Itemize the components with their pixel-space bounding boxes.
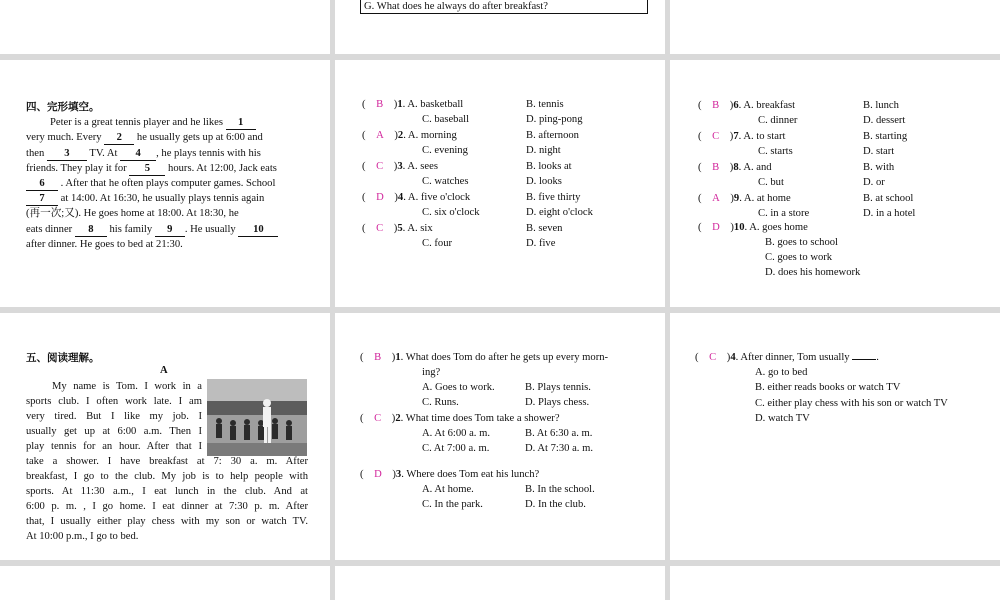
reading-question-3: ( D )3. Where does Tom eat his lunch? (360, 469, 540, 480)
question-number: 1 (395, 352, 401, 363)
answer-mark: C (374, 413, 382, 424)
blank-6: 6 (26, 178, 58, 191)
question-number: 2 (397, 130, 404, 141)
option-d: D. or (863, 177, 885, 189)
question-row-cloze_q_left-1: ( A )2. A. morning (362, 130, 457, 141)
blank-9: 9 (155, 224, 185, 237)
panel-top-mid (335, 0, 665, 54)
question-number: 8 (733, 162, 739, 173)
answer-mark: A (376, 130, 384, 141)
option-b: B. five thirty (526, 192, 581, 203)
question-number: 5 (397, 223, 403, 234)
option-a: A. to start (743, 131, 786, 142)
panel-top-left (0, 0, 330, 54)
answer-mark: B (376, 99, 384, 110)
option-c: C. dinner (758, 115, 798, 127)
panel-cloze-passage (0, 60, 330, 307)
question-row-cloze_q_right-1: ( C )7. A. to start (698, 131, 786, 142)
option-b: B. at school (863, 193, 914, 204)
option-b: B. Plays tennis. (525, 382, 591, 393)
option-b: B. starting (863, 131, 908, 142)
option-b: B. seven (526, 223, 563, 234)
panel-bottom-left (0, 566, 330, 600)
option-c: C. In the park. (422, 499, 483, 510)
passage-line: that, I usually either play chess with my son or watch TV. (26, 516, 308, 527)
option-c: C. six o'clock (422, 207, 480, 219)
option-c: C. in a store (758, 208, 810, 220)
option-a: A. At 6:00 a. m. (422, 428, 490, 439)
question-stem: Where does Tom eat his lunch? (406, 469, 540, 480)
reading-question-1: ( B )1. What does Tom do after he gets up every morn- (360, 352, 609, 363)
option-d: D. five (526, 238, 556, 250)
passage-line: usually get up at 6:00 a.m. Then I (26, 426, 202, 437)
question-number: 4 (397, 192, 404, 203)
panel-cloze-q6-10: ( B )6. A. breakfast B. lunch C. dinner D. dessert ( C )7. A. to start B. starting C. starts D. start ( B )8. A. and B. with C. but D. or ( A )9. A. at home B. at school C. in a store D. in a hotel ( D )10. A. goes home B. goes to school C. goes to work D. does his homework (670, 60, 1000, 307)
answer-mark: C (376, 161, 384, 172)
option-a: A. basketball (407, 99, 464, 110)
question-row-cloze_q_left-2: ( C )3. A. sees (362, 161, 438, 172)
question-number: 1 (397, 99, 403, 110)
answer-mark: B (712, 100, 720, 111)
blank-5: 5 (129, 163, 165, 176)
option-b: B. looks at (526, 161, 572, 172)
panel-top-right (670, 0, 1000, 54)
question-number: 3 (397, 161, 403, 172)
panel-bottom-right (670, 566, 1000, 600)
cloze-title: 四、完形填空。 (26, 101, 100, 113)
blank-3: 3 (47, 148, 87, 161)
panel-reading-q4: ( C )4. After dinner, Tom usually . A. go to bed B. either reads books or watch TV C. either play chess with his son or watch TV D. watch TV (670, 313, 1000, 560)
option-d: D. In the club. (525, 499, 586, 510)
option-c: C. Runs. (422, 397, 459, 408)
option-c: C. starts (758, 146, 793, 158)
option-c: C. At 7:00 a. m. (422, 443, 490, 454)
panel-reading-q1-3 (335, 313, 665, 560)
option-a: A. five o'clock (407, 192, 471, 203)
panel-reading-passage (0, 313, 330, 560)
passage-line: breakfast, I go to the club. My job is to help people with (26, 471, 308, 482)
option-a: A. Goes to work. (422, 382, 495, 393)
passage-line: sports. At 11:30 a.m., I eat lunch in the club. And at (26, 486, 308, 497)
question-row-cloze_q_left-4: ( C )5. A. six (362, 223, 433, 234)
cloze-passage: Peter is a great tennis player and he likes 1 very much. Every 2 he usually gets up at 6:00 and then 3 TV. At 4 , he plays tennis with his friends. They play it for 5 hours. At 12:00, Jack eats 6 . After that he often plays computer games. School 7 at 14:00. At 16:30, he usually plays tennis again (再一次;又). He goes home at 18:00. At 18:30, he eats dinner 8 his family 9 . He usually 10 after dinner. He goes to bed at 21:30. (26, 117, 277, 250)
blank-1: 1 (226, 117, 256, 130)
passage-line: At 10:00 p.m., I go to bed. (26, 531, 139, 542)
option-b: B. In the school. (525, 484, 595, 495)
question-row-cloze_q_right-3: ( A )9. A. at home (698, 193, 791, 204)
option-a: A. morning (407, 130, 457, 141)
question-box-g: G. What does he always do after breakfast? (360, 0, 648, 14)
blank-8: 8 (75, 224, 107, 237)
option-a: A. At home. (422, 484, 474, 495)
answer-mark: C (712, 131, 720, 142)
option-c: C. four (422, 238, 453, 250)
option-b: B. At 6:30 a. m. (525, 428, 593, 439)
option-c: C. watches (422, 176, 469, 188)
blank-10: 10 (238, 224, 278, 237)
answer-mark: B (712, 162, 720, 173)
option-a: A. at home (743, 193, 791, 204)
option-c: C. but (758, 177, 784, 189)
option-c: C. evening (422, 145, 468, 157)
passage-line: play tennis for an hour. After that I (26, 441, 202, 452)
option-b: B. lunch (863, 100, 899, 111)
answer-mark: C (376, 223, 384, 234)
answer-mark: D (374, 469, 382, 480)
option-d: D. eight o'clock (526, 207, 593, 219)
question-row-cloze_q_left-3: ( D )4. A. five o'clock (362, 192, 471, 203)
passage-line: 6:00 p. m. , I go home. I eat dinner at 7:30 p. m. After (26, 501, 308, 512)
blank-2: 2 (104, 132, 134, 145)
option-d: D. Plays chess. (525, 397, 590, 408)
option-d: D. dessert (863, 115, 906, 127)
question-number: 3 (395, 469, 402, 480)
option-b: B. with (863, 162, 895, 173)
passage-line: sports club. I often work late. I am (26, 396, 202, 407)
blank-4: 4 (120, 148, 156, 161)
answer-blank (852, 359, 876, 360)
passage-line: My name is Tom. I work in a (52, 381, 202, 392)
option-d: D. night (526, 145, 561, 157)
option-d: D. in a hotel (863, 208, 916, 220)
option-b: B. tennis (526, 99, 564, 110)
answer-mark: D (376, 192, 384, 203)
passage-line: take a shower. I have breakfast at 7: 30 a. m. After (26, 456, 308, 467)
panel-cloze-q1-5 (335, 60, 665, 307)
option-d: D. start (863, 146, 895, 158)
question-stem: What does Tom do after he gets up every morn- (405, 352, 609, 363)
question-row-cloze_q_left-0: ( B )1. A. basketball (362, 99, 464, 110)
reading-question-2: ( C )2. What time does Tom take a shower? (360, 413, 560, 424)
option-d: D. looks (526, 176, 562, 188)
question-number: 7 (733, 131, 739, 142)
option-a: A. sees (407, 161, 438, 172)
option-d: D. At 7:30 a. m. (525, 443, 593, 454)
option-b: B. afternoon (526, 130, 579, 141)
option-d: D. ping-pong (526, 114, 583, 126)
option-c: C. baseball (422, 114, 470, 126)
question-row-cloze_q_right-2: ( B )8. A. and (698, 162, 772, 173)
panel-bottom-mid (335, 566, 665, 600)
answer-mark: A (712, 193, 720, 204)
answer-10: D (712, 222, 720, 233)
option-a: A. six (407, 223, 433, 234)
question-number: 2 (395, 413, 401, 424)
option-a: A. breakfast (743, 100, 796, 111)
blank-7: 7 (26, 193, 58, 206)
option-a: A. and (743, 162, 772, 173)
question-stem-cont: ing? (422, 367, 441, 378)
answer-mark: B (374, 352, 382, 363)
question-stem: What time does Tom take a shower? (405, 413, 560, 424)
tennis-players-photo (207, 379, 307, 456)
question-number: 9 (733, 193, 740, 204)
question-number: 6 (733, 100, 739, 111)
question-row-cloze_q_right-0: ( B )6. A. breakfast (698, 100, 796, 111)
passage-line: very tired. But I like my job. I (26, 411, 202, 422)
answer-r4: C (709, 352, 717, 363)
reading-sub-a: A (160, 365, 168, 376)
reading-title: 五、阅读理解。 (26, 352, 100, 364)
